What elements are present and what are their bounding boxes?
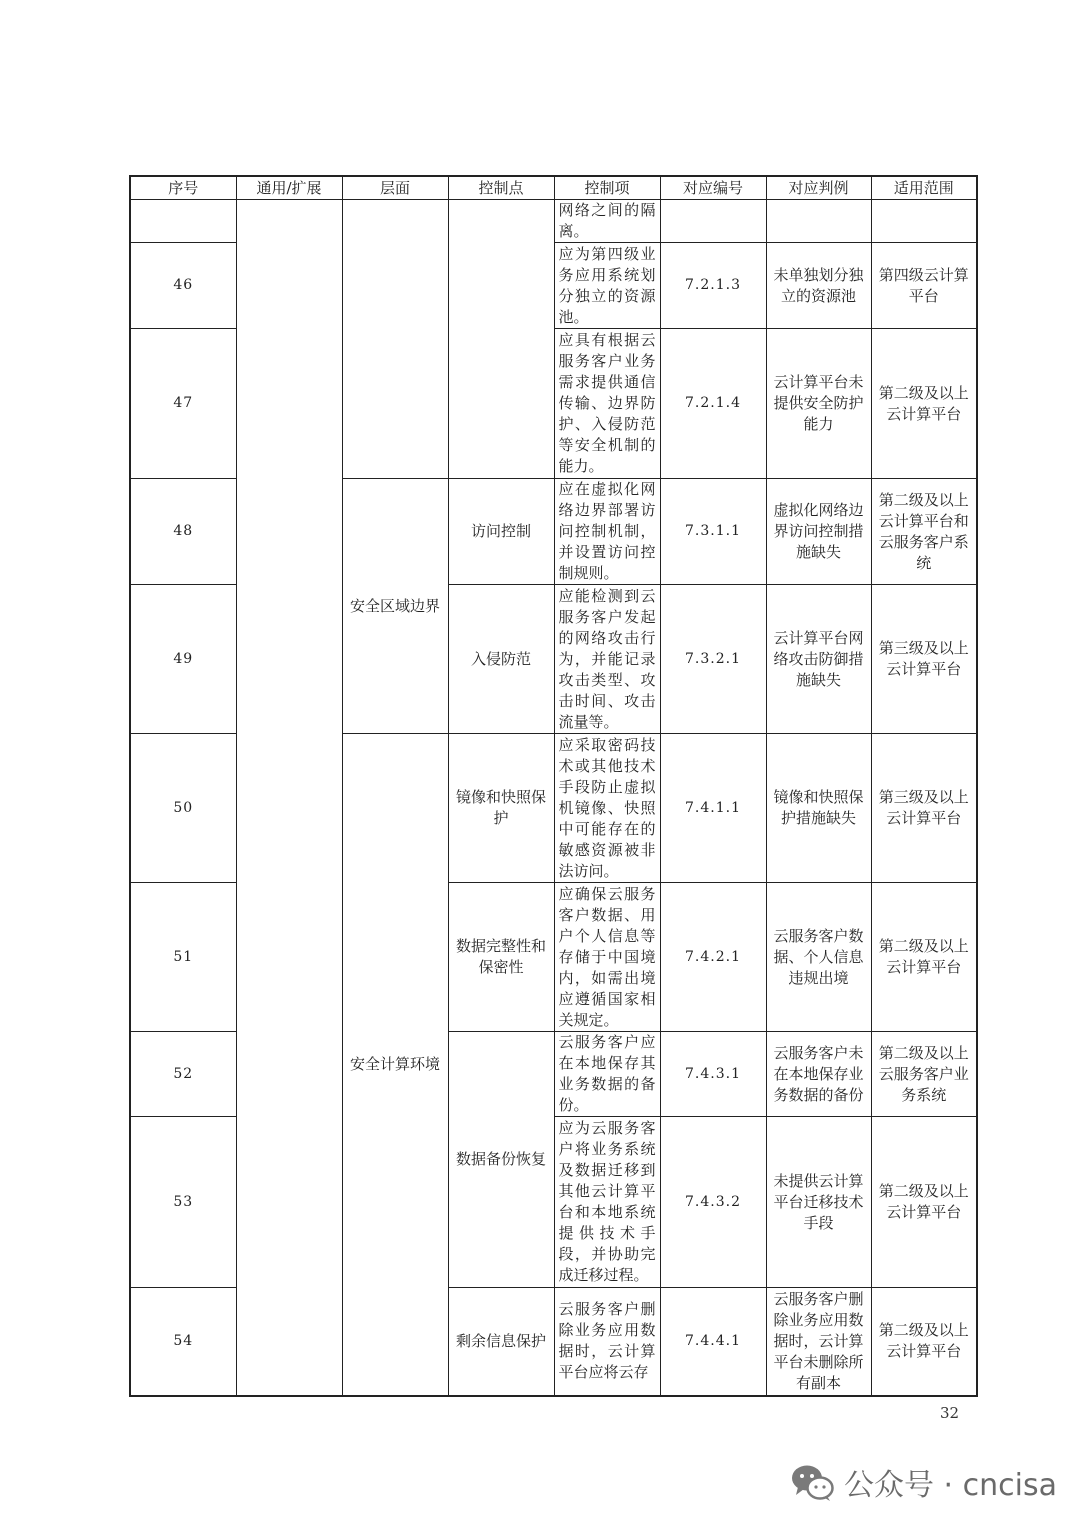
general-extended-cell [236, 200, 342, 1396]
case-cell: 云服务客户删除业务应用数据时，云计算平台未删除所有副本 [766, 1288, 871, 1396]
header-scope: 适用范围 [871, 176, 977, 200]
control-point-cell: 入侵防范 [448, 585, 554, 734]
cloud-security-table [129, 175, 978, 1397]
layer-cell [342, 200, 448, 479]
scope-cell: 第二级及以上云计算平台 [871, 329, 977, 479]
case-cell: 镜像和快照保护措施缺失 [766, 734, 871, 883]
header-code: 对应编号 [660, 176, 766, 200]
header-layer: 层面 [342, 176, 448, 200]
control-item-cell: 应在虚拟化网络边界部署访问控制机制，并设置访问控制规则。 [554, 479, 660, 585]
code-cell: 7.4.3.1 [660, 1032, 766, 1117]
watermark-text: 公众号 · cncisa [844, 1468, 1057, 1503]
seq-cell: 52 [130, 1032, 236, 1117]
code-cell: 7.2.1.3 [660, 243, 766, 329]
case-cell: 云服务客户数据、个人信息违规出境 [766, 883, 871, 1032]
case-cell: 云计算平台网络攻击防御措施缺失 [766, 585, 871, 734]
code-cell: 7.3.1.1 [660, 479, 766, 585]
scope-cell: 第二级及以上云计算平台 [871, 1288, 977, 1396]
seq-cell: 49 [130, 585, 236, 734]
table-row [130, 200, 977, 243]
scope-cell [871, 200, 977, 243]
control-item-cell: 应确保云服务客户数据、用户个人信息等存储于中国境内，如需出境应遵循国家相关规定。 [554, 883, 660, 1032]
control-item-cell: 应能检测到云服务客户发起的网络攻击行为，并能记录攻击类型、攻击时间、攻击流量等。 [554, 585, 660, 734]
control-item-cell: 云服务客户应在本地保存其业务数据的备份。 [554, 1032, 660, 1117]
control-point-cell [448, 200, 554, 479]
header-control-item: 控制项 [554, 176, 660, 200]
seq-cell: 50 [130, 734, 236, 883]
code-cell: 7.4.4.1 [660, 1288, 766, 1396]
seq-cell: 53 [130, 1117, 236, 1288]
code-cell: 7.2.1.4 [660, 329, 766, 479]
seq-cell: 54 [130, 1288, 236, 1396]
scope-cell: 第二级及以上云计算平台和云服务客户系统 [871, 479, 977, 585]
control-item-cell: 应采取密码技术或其他技术手段防止虚拟机镜像、快照中可能存在的敏感资源被非法访问。 [554, 734, 660, 883]
scope-cell: 第四级云计算平台 [871, 243, 977, 329]
control-point-cell: 数据完整性和保密性 [448, 883, 554, 1032]
control-point-cell: 剩余信息保护 [448, 1288, 554, 1396]
case-cell: 未单独划分独立的资源池 [766, 243, 871, 329]
code-cell: 7.4.2.1 [660, 883, 766, 1032]
seq-cell: 46 [130, 243, 236, 329]
control-point-cell: 访问控制 [448, 479, 554, 585]
control-point-cell: 镜像和快照保护 [448, 734, 554, 883]
header-case: 对应判例 [766, 176, 871, 200]
code-cell: 7.3.2.1 [660, 585, 766, 734]
header-general-extended: 通用/扩展 [236, 176, 342, 200]
case-cell: 云服务客户未在本地保存业务数据的备份 [766, 1032, 871, 1117]
seq-cell: 51 [130, 883, 236, 1032]
case-cell: 云计算平台未提供安全防护能力 [766, 329, 871, 479]
header-seq: 序号 [130, 176, 236, 200]
control-point-cell: 数据备份恢复 [448, 1032, 554, 1288]
seq-cell [130, 200, 236, 243]
scope-cell: 第二级及以上云计算平台 [871, 1117, 977, 1288]
wechat-icon [790, 1462, 834, 1502]
control-item-cell: 云服务客户删除业务应用数据时，云计算平台应将云存 [554, 1288, 660, 1396]
control-item-cell: 网络之间的隔离。 [554, 200, 660, 243]
code-cell: 7.4.3.2 [660, 1117, 766, 1288]
code-cell: 7.4.1.1 [660, 734, 766, 883]
watermark [790, 1460, 1057, 1504]
scope-cell: 第二级及以上云计算平台 [871, 883, 977, 1032]
control-item-cell: 应具有根据云服务客户业务需求提供通信传输、边界防护、入侵防范等安全机制的能力。 [554, 329, 660, 479]
scope-cell: 第三级及以上云计算平台 [871, 585, 977, 734]
control-item-cell: 应为第四级业务应用系统划分独立的资源池。 [554, 243, 660, 329]
seq-cell: 47 [130, 329, 236, 479]
header-control-point: 控制点 [448, 176, 554, 200]
layer-cell: 安全计算环境 [342, 734, 448, 1396]
header-row [130, 176, 977, 200]
page-number: 32 [940, 1404, 960, 1422]
code-cell [660, 200, 766, 243]
control-item-cell: 应为云服务客户将业务系统及数据迁移到其他云计算平台和本地系统提供技术手段，并协助完成迁移过程。 [554, 1117, 660, 1288]
seq-cell: 48 [130, 479, 236, 585]
scope-cell: 第二级及以上云服务客户业务系统 [871, 1032, 977, 1117]
case-cell [766, 200, 871, 243]
layer-cell: 安全区域边界 [342, 479, 448, 734]
scope-cell: 第三级及以上云计算平台 [871, 734, 977, 883]
case-cell: 未提供云计算平台迁移技术手段 [766, 1117, 871, 1288]
case-cell: 虚拟化网络边界访问控制措施缺失 [766, 479, 871, 585]
